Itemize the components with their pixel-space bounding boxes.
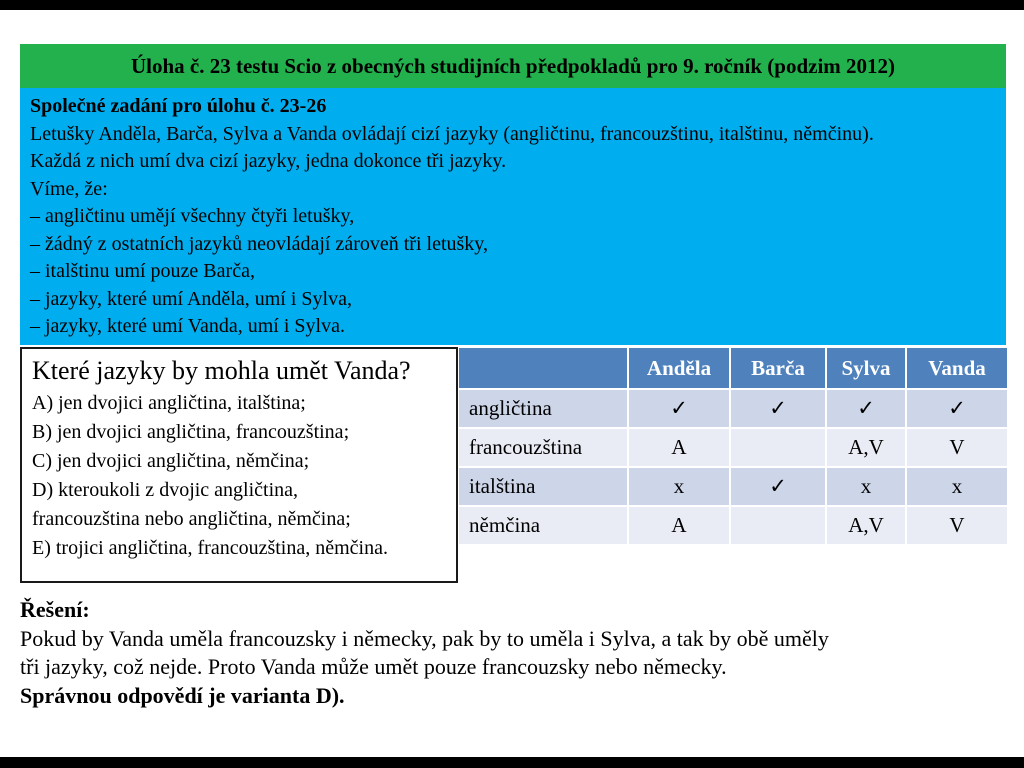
- assignment-line: Každá z nich umí dva cizí jazyky, jedna dokonce tři jazyky.: [30, 150, 507, 172]
- solution-line: tři jazyky, což nejde. Proto Vanda může umět pouze francouzsky nebo německy.: [20, 654, 727, 679]
- row-label-german: němčina: [459, 507, 627, 544]
- table-header-sylva: Sylva: [827, 348, 905, 388]
- slide-title: Úloha č. 23 testu Scio z obecných studijních předpokladů pro 9. ročník (podzim 2012): [130, 53, 896, 78]
- table-row: [459, 507, 1007, 544]
- cell-french-andela: A: [629, 429, 729, 466]
- cell-german-andela: A: [629, 507, 729, 544]
- letterbox-top: [0, 0, 1024, 10]
- cell-french-sylva: A,V: [827, 429, 905, 466]
- table-header-blank: [459, 348, 627, 388]
- table-row: [459, 429, 1007, 466]
- table-header-vanda: Vanda: [907, 348, 1007, 388]
- option-e: E) trojici angličtina, francouzština, němčina.: [32, 537, 388, 559]
- assignment-heading: Společné zadání pro úlohu č. 23-26: [30, 95, 327, 117]
- assignment-line: Letušky Anděla, Barča, Sylva a Vanda ovládají cizí jazyky (angličtinu, francouzštinu, italštinu, němčinu).: [30, 122, 874, 145]
- language-table: [457, 346, 1009, 546]
- cell-italian-barca: ✓: [731, 468, 825, 505]
- table-header-row: [459, 348, 1007, 388]
- solution-line: Pokud by Vanda uměla francouzsky i německy, pak by to uměla i Sylva, a tak by obě uměly: [20, 625, 829, 651]
- option-a: A) jen dvojici angličtina, italština;: [32, 392, 306, 414]
- solution-heading: Řešení:: [20, 597, 90, 622]
- cell-english-barca: ✓: [731, 390, 825, 427]
- cell-italian-sylva: x: [827, 468, 905, 505]
- cell-italian-andela: x: [629, 468, 729, 505]
- cell-french-barca: [731, 429, 825, 466]
- option-d: D) kteroukoli z dvojic angličtina,: [32, 479, 299, 501]
- solution-section: [20, 596, 1006, 710]
- assignment-panel: [20, 88, 1006, 345]
- table-header-barca: Barča: [731, 348, 825, 388]
- cell-german-sylva: A,V: [827, 507, 905, 544]
- slide-title-bar: [20, 44, 1006, 88]
- solution-answer: Správnou odpovědí je varianta D).: [20, 682, 345, 708]
- assignment-line: – jazyky, které umí Anděla, umí i Sylva,: [30, 287, 352, 310]
- cell-english-sylva: ✓: [827, 390, 905, 427]
- table-row: [459, 468, 1007, 505]
- row-label-italian: italština: [459, 468, 627, 505]
- cell-german-barca: [731, 507, 825, 544]
- cell-english-andela: ✓: [629, 390, 729, 427]
- question-text: Které jazyky by mohla umět Vanda?: [32, 356, 411, 385]
- table-row: [459, 390, 1007, 427]
- cell-french-vanda: V: [907, 429, 1007, 466]
- option-b: B) jen dvojici angličtina, francouzština;: [32, 421, 350, 443]
- row-label-french: francouzština: [459, 429, 627, 466]
- row-label-english: angličtina: [459, 390, 627, 427]
- question-box: [20, 347, 458, 583]
- assignment-line: – žádný z ostatních jazyků neovládají zároveň tři letušky,: [30, 232, 488, 255]
- option-c: C) jen dvojici angličtina, němčina;: [32, 450, 310, 472]
- letterbox-bottom: [0, 757, 1024, 768]
- cell-italian-vanda: x: [907, 468, 1007, 505]
- option-d-continued: francouzština nebo angličtina, němčina;: [32, 508, 351, 530]
- assignment-line: – jazyky, které umí Vanda, umí i Sylva.: [30, 315, 345, 337]
- assignment-line: – angličtinu umějí všechny čtyři letušky,: [30, 205, 355, 227]
- assignment-line: – italštinu umí pouze Barča,: [30, 260, 255, 282]
- cell-german-vanda: V: [907, 507, 1007, 544]
- assignment-line: Víme, že:: [30, 177, 108, 200]
- table-header-andela: Anděla: [629, 348, 729, 388]
- cell-english-vanda: ✓: [907, 390, 1007, 427]
